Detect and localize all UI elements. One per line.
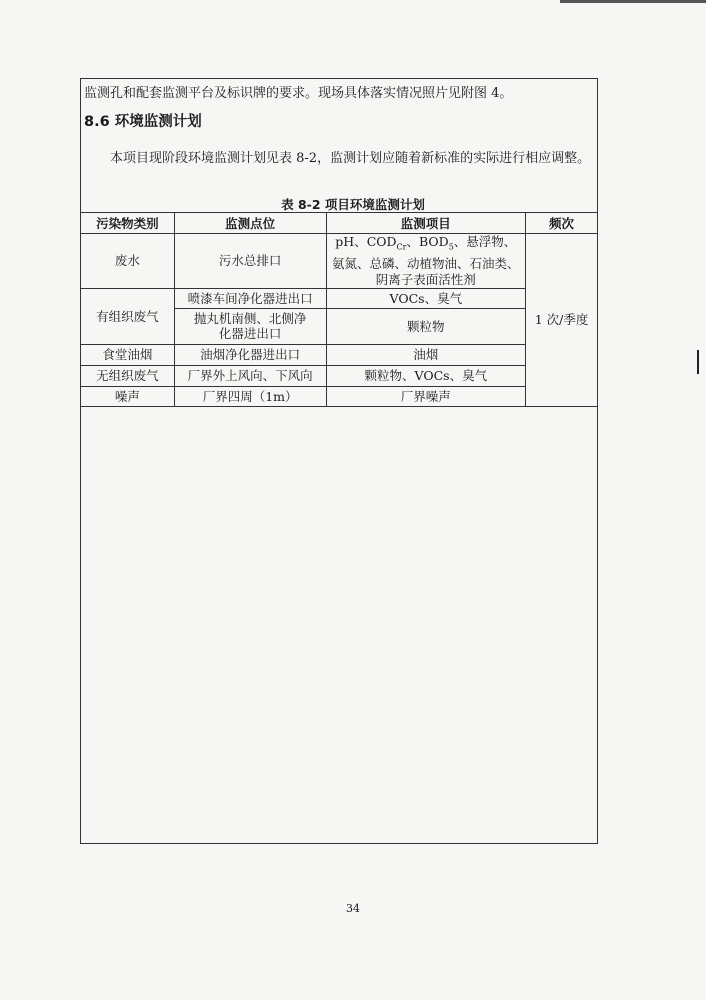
cell-category: 有组织废气 [81,288,175,344]
header-point: 监测点位 [174,213,326,234]
cell-items: 颗粒物、VOCs、臭气 [326,365,526,386]
cell-items: 油烟 [326,344,526,365]
section-heading [84,110,202,131]
cell-category: 无组织废气 [81,365,175,386]
page-number: 34 [346,902,360,915]
table-row [81,288,598,308]
page-frame [80,78,598,844]
body-paragraph: 本项目现阶段环境监测计划见表 8-2，监测计划应随着新标准的实际进行相应调整。 [110,151,591,166]
table-row [81,234,598,289]
cell-point: 厂界四周（1m） [174,386,326,406]
table-caption: 表 8-2 项目环境监测计划 [281,197,425,212]
cell-point: 喷漆车间净化器进出口 [174,288,326,308]
cell-category: 噪声 [81,386,175,406]
section-title-text: 环境监测计划 [114,114,202,130]
cell-category: 食堂油烟 [81,344,175,365]
scan-edge-mark [697,350,699,374]
header-items: 监测项目 [326,213,526,234]
monitoring-plan-table [80,212,598,407]
cell-point: 厂界外上风向、下风向 [174,365,326,386]
cell-frequency: 1 次/季度 [526,234,598,407]
cell-point: 污水总排口 [174,234,326,289]
cell-category: 废水 [81,234,175,289]
cell-point: 油烟净化器进出口 [174,344,326,365]
cell-items: 厂界噪声 [326,386,526,406]
cell-point: 抛丸机南侧、北侧净化器进出口 [174,308,326,344]
header-category: 污染物类别 [81,213,175,234]
table-header-row [81,213,598,234]
intro-line: 监测孔和配套监测平台及标识牌的要求。现场具体落实情况照片见附图 4。 [84,86,513,101]
cell-items: VOCs、臭气 [326,288,526,308]
scan-edge-mark [560,0,706,3]
table-row [81,344,598,365]
cell-items: 颗粒物 [326,308,526,344]
header-frequency: 频次 [526,213,598,234]
cell-items: pH、$COD_{Cr}$、$BOD_5$、悬浮物、氨氮、总磷、动植物油、石油类、阴离子表面活性剂 [326,234,526,289]
section-number: 8.6 [84,114,110,130]
table-row [81,365,598,386]
table-row [81,386,598,406]
